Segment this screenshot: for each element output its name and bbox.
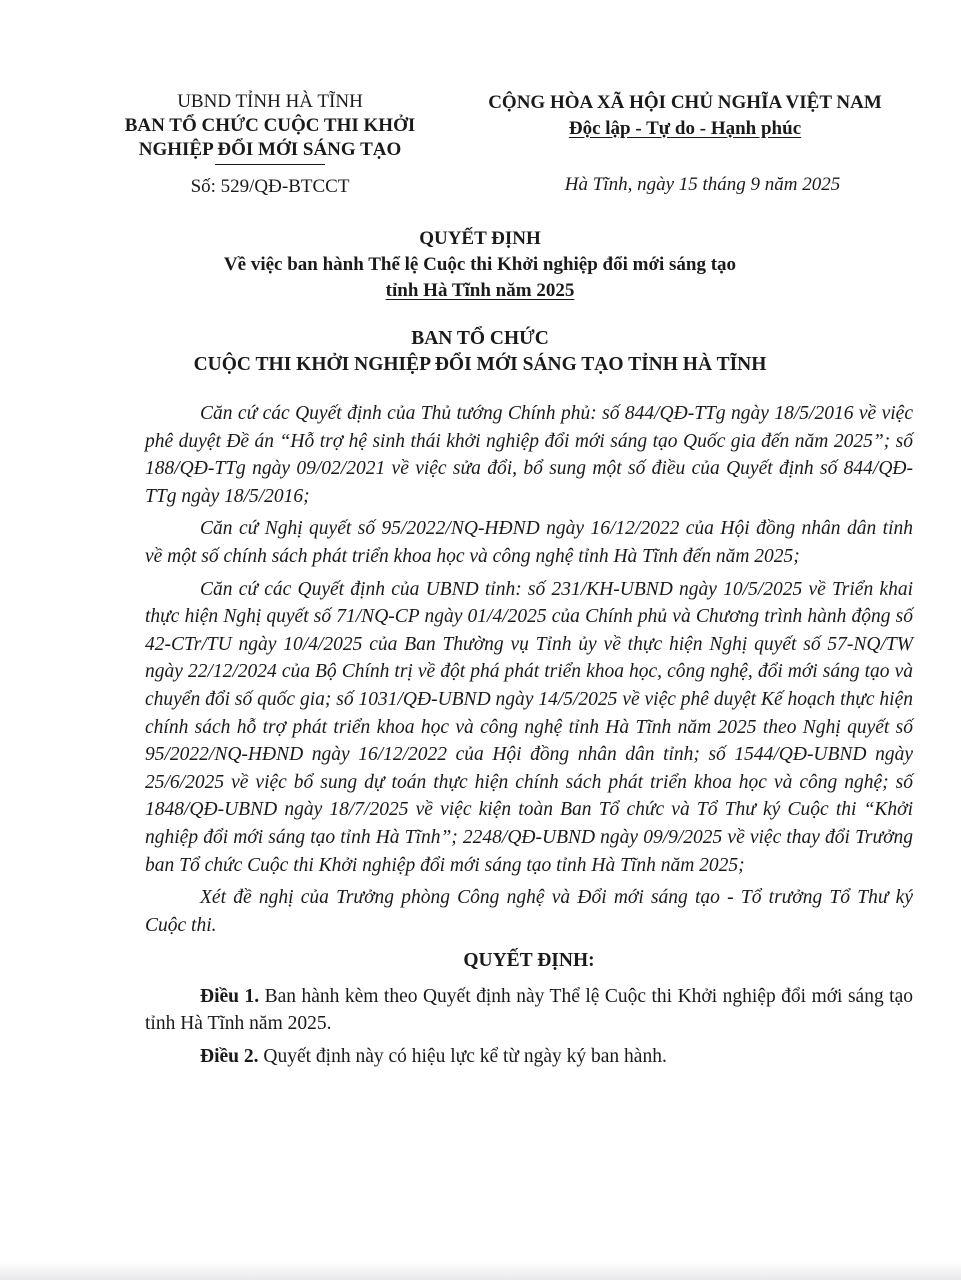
article-2 [145,1043,913,1071]
article-1-label: Điều 1. [200,985,260,1007]
proposal-paragraph: Xét đề nghị của Trưởng phòng Công nghệ và Đổi mới sáng tạo - Tổ trưởng Tổ Thư ký Cuộc thi. [145,887,913,936]
document-subject-line2: tỉnh Hà Tĩnh năm 2025 [385,280,575,301]
document-type: QUYẾT ĐỊNH [419,228,541,249]
legal-basis-1: Căn cứ các Quyết định của Thủ tướng Chính phủ: số 844/QĐ-TTg ngày 18/5/2016 về việc phê duyệt Đề án “Hỗ trợ hệ sinh thái khởi nghiệp đổi mới sáng tạo Quốc gia đến năm 2025”; số 188/QĐ-TTg ngày 09/02/2021 về việc sửa đổi, bổ sung một số điều của Quyết định số 844/QĐ-TTg ngày 18/5/2016; [145,403,913,507]
organizing-committee-line1: BAN TỔ CHỨC CUỘC THI KHỞI [124,115,416,136]
document-number: Số: 529/QĐ-BTCCT [190,176,350,197]
national-motto: Độc lập - Tự do - Hạnh phúc [568,118,802,139]
document-body [145,400,913,1076]
page-bottom-edge [0,1262,961,1280]
organizing-committee-line2: NGHIỆP ĐỔI MỚI SÁNG TẠO [138,139,402,160]
parent-agency: UBND TỈNH HÀ TĨNH [177,91,363,112]
national-header-block [455,90,915,198]
article-1-text: Ban hành kèm theo Quyết định này Thể lệ Cuộc thi Khởi nghiệp đổi mới sáng tạo tỉnh Hà Tĩnh năm 2025. [145,985,913,1035]
issuer-line1: BAN TỔ CHỨC [411,328,549,349]
issuer-line2: CUỘC THI KHỞI NGHIỆP ĐỔI MỚI SÁNG TẠO TỈNH HÀ TĨNH [193,354,767,375]
article-1 [145,983,913,1038]
document-title-block [90,226,870,304]
legal-basis-2: Căn cứ Nghị quyết số 95/2022/NQ-HĐND ngày 16/12/2022 của Hội đồng nhân dân tỉnh về một số chính sách phát triển khoa học và công nghệ tỉnh Hà Tĩnh đến năm 2025; [145,518,913,567]
issuer-block [90,326,870,378]
header-left-rule [215,164,325,165]
place-and-date: Hà Tĩnh, ngày 15 tháng 9 năm 2025 [564,174,841,195]
issuing-authority-block [100,90,440,199]
article-2-label: Điều 2. [200,1046,259,1068]
decision-heading: QUYẾT ĐỊNH: [463,950,595,972]
national-title: CỘNG HÒA XÃ HỘI CHỦ NGHĨA VIỆT NAM [488,92,882,113]
article-2-text: Quyết định này có hiệu lực kể từ ngày ký ban hành. [258,1046,667,1068]
legal-basis-3: Căn cứ các Quyết định của UBND tỉnh: số 231/KH-UBND ngày 10/5/2025 về Triển khai thực hiện Nghị quyết số 71/NQ-CP ngày 01/4/2025 của Chính phủ và Chương trình hành động số 42-CTr/TU ngày 10/4/2025 của Ban Thường vụ Tỉnh ủy về thực hiện Nghị quyết số 57-NQ/TW ngày 22/12/2024 của Bộ Chính trị về đột phá phát triển khoa học, công nghệ, đổi mới sáng tạo và chuyển đổi số quốc gia; số 1031/QĐ-UBND ngày 14/5/2025 về việc phê duyệt Kế hoạch thực hiện chính sách hỗ trợ phát triển khoa học và công nghệ tỉnh Hà Tĩnh năm 2025 theo Nghị quyết số 95/2022/NQ-HĐND ngày 16/12/2022 của Hội đồng nhân dân tỉnh; số 1544/QĐ-UBND ngày 25/6/2025 về việc bổ sung dự toán thực hiện chính sách phát triển khoa học và công nghệ; số 1848/QĐ-UBND ngày 18/7/2025 về việc kiện toàn Ban Tổ chức và Tổ Thư ký Cuộc thi “Khởi nghiệp đổi mới sáng tạo tỉnh Hà Tĩnh”; 2248/QĐ-UBND ngày 09/9/2025 về việc thay đổi Trưởng ban Tổ chức Cuộc thi Khởi nghiệp đổi mới sáng tạo tỉnh Hà Tĩnh năm 2025; [145,578,913,876]
document-subject-line1: Về việc ban hành Thể lệ Cuộc thi Khởi nghiệp đổi mới sáng tạo [223,254,737,275]
